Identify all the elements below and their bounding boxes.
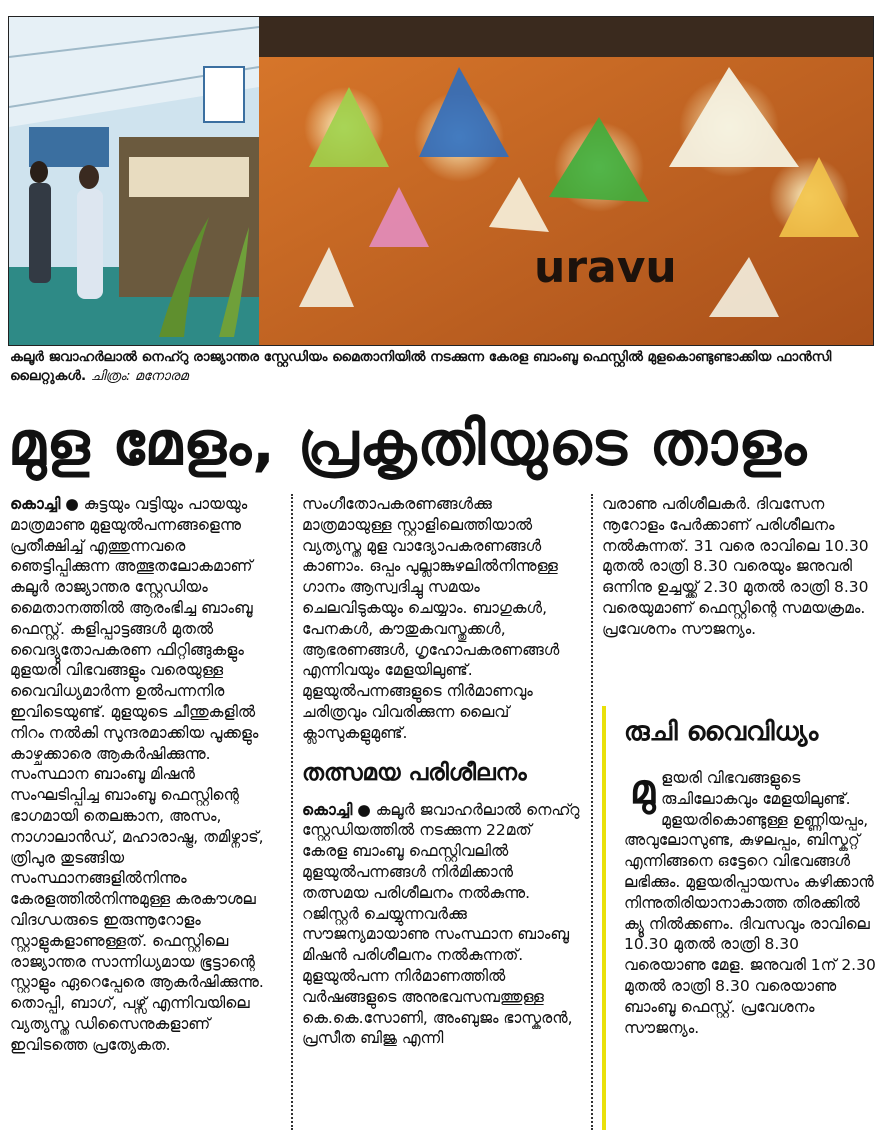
column-divider bbox=[291, 494, 293, 1130]
training-body: കലൂർ ജവാഹർലാൽ നെഹ്റു സ്റ്റേഡിയത്തിൽ നടക്കുന്ന 22മത് കേരള ബാംബൂ ഫെസ്റ്റിവലിൽ മുളയുൽപന്നങ്ങൾ നിർമിക്കാൻ തത്സമയ പരിശീലനം നൽകുന്നു. റജിസ്റ്റർ ചെയ്യുന്നവർക്കു സൗജന്യമായാണു സംസ്ഥാന ബാംബൂ മിഷൻ പരിശീലനം നൽകുന്നത്. മുളയുൽപന്ന നിർമാണത്തിൽ വർഷങ്ങളുടെ അനുഭവസമ്പത്തുള്ള കെ.കെ.സോണി, അംബുജം ഭാസ്കരൻ, പ്രസീത ബിജു എന്നി bbox=[302, 800, 580, 1048]
article-column-3 bbox=[602, 494, 874, 640]
drop-cap: മു bbox=[630, 767, 656, 813]
column-divider bbox=[591, 494, 593, 1130]
training-dateline: കൊച്ചി bbox=[302, 800, 353, 819]
photo-credit: ചിത്രം: മനോരമ bbox=[90, 368, 189, 384]
article-column-2 bbox=[302, 494, 580, 1049]
caption-text: കലൂർ ജവാഹർലാൽ നെഹ്റു രാജ്യാന്തര സ്റ്റേഡിയം മൈതാനിയിൽ നടക്കുന്ന കേരള ബാംബൂ ഫെസ്റ്റിൽ മുളകൊണ്ടുണ്ടാക്കിയ ഫാൻസി ലൈറ്റുകൾ. bbox=[10, 349, 832, 384]
ruchi-body bbox=[624, 768, 876, 1038]
article-body-3: വരാണു പരിശീലകർ. ദിവസേന നൂറോളം പേർക്കാണ് പരിശീലനം നൽകുന്നത്. 31 വരെ രാവിലെ 10.30 മുതൽ രാത്രി 8.30 വരെയും ജനുവരി ഒന്നിനു ഉച്ചയ്ക്ക് 2.30 മുതൽ രാത്രി 8.30 വരെയുമാണ് ഫെസ്റ്റിന്റെ സമയക്രമം. പ്രവേശനം സൗജന്യം. bbox=[602, 495, 869, 638]
dateline-bullet: ● bbox=[65, 495, 79, 513]
article-column-1 bbox=[10, 494, 282, 1056]
article-body-1: കുട്ടയും വട്ടിയും പായയും മാത്രമാണു മുളയുൽപന്നങ്ങളെന്നു പ്രതീക്ഷിച്ച് എത്തുന്നവരെ ഞെട്ടിപ്പിക്കുന്ന അത്ഭുതലോകമാണ് കലൂർ രാജ്യാന്തര സ്റ്റേഡിയം മൈതാനത്തിൽ ആരംഭിച്ച ബാംബൂ ഫെസ്റ്റ്. കളിപ്പാട്ടങ്ങൾ മുതൽ വൈദ്യുതോപകരണ ഫിറ്റിങ്ങുകളും മുളയരി വിഭവങ്ങളും വരെയുള്ള വൈവിധ്യമാർന്ന ഉൽപന്നനിര ഇവിടെയുണ്ട്. മുളയുടെ ചീന്തുകളിൽ നിറം നൽകി സുന്ദരമാക്കിയ പൂക്കളും കാഴ്ചക്കാരെ ആകർഷിക്കുന്നു. സംസ്ഥാന ബാംബൂ മിഷൻ സംഘടിപ്പിച്ച ബാംബൂ ഫെസ്റ്റിന്റെ ഭാഗമായി തെലങ്കാന, അസം, നാഗാലാൻഡ്, മഹാരാഷ്ട്ര, തമിഴ്നാട്, ത്രിപുര തുടങ്ങിയ സംസ്ഥാനങ്ങളിൽനിന്നും കേരളത്തിൽനിന്നുമുള്ള കരകൗശല വിദഗ്ധരുടെ ഇരുന്നൂറോളം സ്റ്റാളുകളാണുള്ളത്. ഫെസ്റ്റിലെ രാജ്യാന്തര സാന്നിധ്യമായ ഭൂട്ടാന്റെ സ്റ്റാളും ഏറെപ്പേരെ ആകർഷിക്കുന്നു. തൊപ്പി, ബാഗ്, പഴ്സ് എന്നിവയിലെ വ്യത്യസ്ത ഡിസൈനുകളാണ് ഇവിടത്തെ പ്രത്യേകത. bbox=[10, 495, 264, 1054]
training-bullet: ● bbox=[357, 800, 371, 819]
dateline: കൊച്ചി bbox=[10, 495, 61, 513]
training-subhead: തത്സമയ പരിശീലനം bbox=[302, 759, 527, 786]
ruchi-text: ളയരി വിഭവങ്ങളുടെ രുചിലോകവും മേളയിലുണ്ട്. മുളയരികൊണ്ടുള്ള ഉണ്ണിയപ്പം, അവുലോസുണ്ട, കുഴലപ്പം, ബിസ്കറ്റ് എന്നിങ്ങനെ ഒട്ടേറെ വിഭവങ്ങൾ ലഭിക്കും. മുളയരിപ്പായസം കഴിക്കാൻ നിന്നുതിരിയാനാകാത്ത തിരക്കിൽ ക്യൂ നിൽക്കണം. ദിവസവും രാവിലെ 10.30 മുതൽ രാത്രി 8.30 വരെയാണു മേള. ജനുവരി 1ന് 2.30 മുതൽ രാത്രി 8.30 വരെയാണു ബാംബൂ ഫെസ്റ്റ്. പ്രവേശനം സൗജന്യം. bbox=[624, 769, 876, 1037]
uravu-sign-text: uravu bbox=[534, 242, 677, 293]
article-paragraph bbox=[10, 494, 282, 1056]
bamboo-lamp-exhibition-photo bbox=[9, 17, 873, 345]
headline: മുള മേളം, പ്രകൃതിയുടെ താളം bbox=[8, 409, 808, 479]
training-paragraph bbox=[302, 800, 580, 1050]
lead-photo bbox=[8, 16, 874, 346]
photo-caption bbox=[10, 348, 874, 386]
article-body-2: സംഗീതോപകരണങ്ങൾക്കു മാത്രമായുള്ള സ്റ്റാളിലെത്തിയാൽ വ്യത്യസ്ത മുള വാദ്യോപകരണങ്ങൾ കാണാം. ഒപ്പം പുല്ലാങ്കുഴലിൽനിന്നുള്ള ഗാനം ആസ്വദിച്ചു സമയം ചെലവിടുകയും ചെയ്യാം. ബാഗുകൾ, പേനകൾ, കൗതുകവസ്തുക്കൾ, ആഭരണങ്ങൾ, ഗൃഹോപകരണങ്ങൾ എന്നിവയും മേളയിലുണ്ട്. മുളയുൽപന്നങ്ങളുടെ നിർമാണവും ചരിത്രവും വിവരിക്കുന്ന ലൈവ് ക്ലാസുകളുമുണ്ട്. bbox=[302, 495, 560, 742]
ruchi-title: രുചി വൈവിധ്യം bbox=[624, 717, 819, 747]
